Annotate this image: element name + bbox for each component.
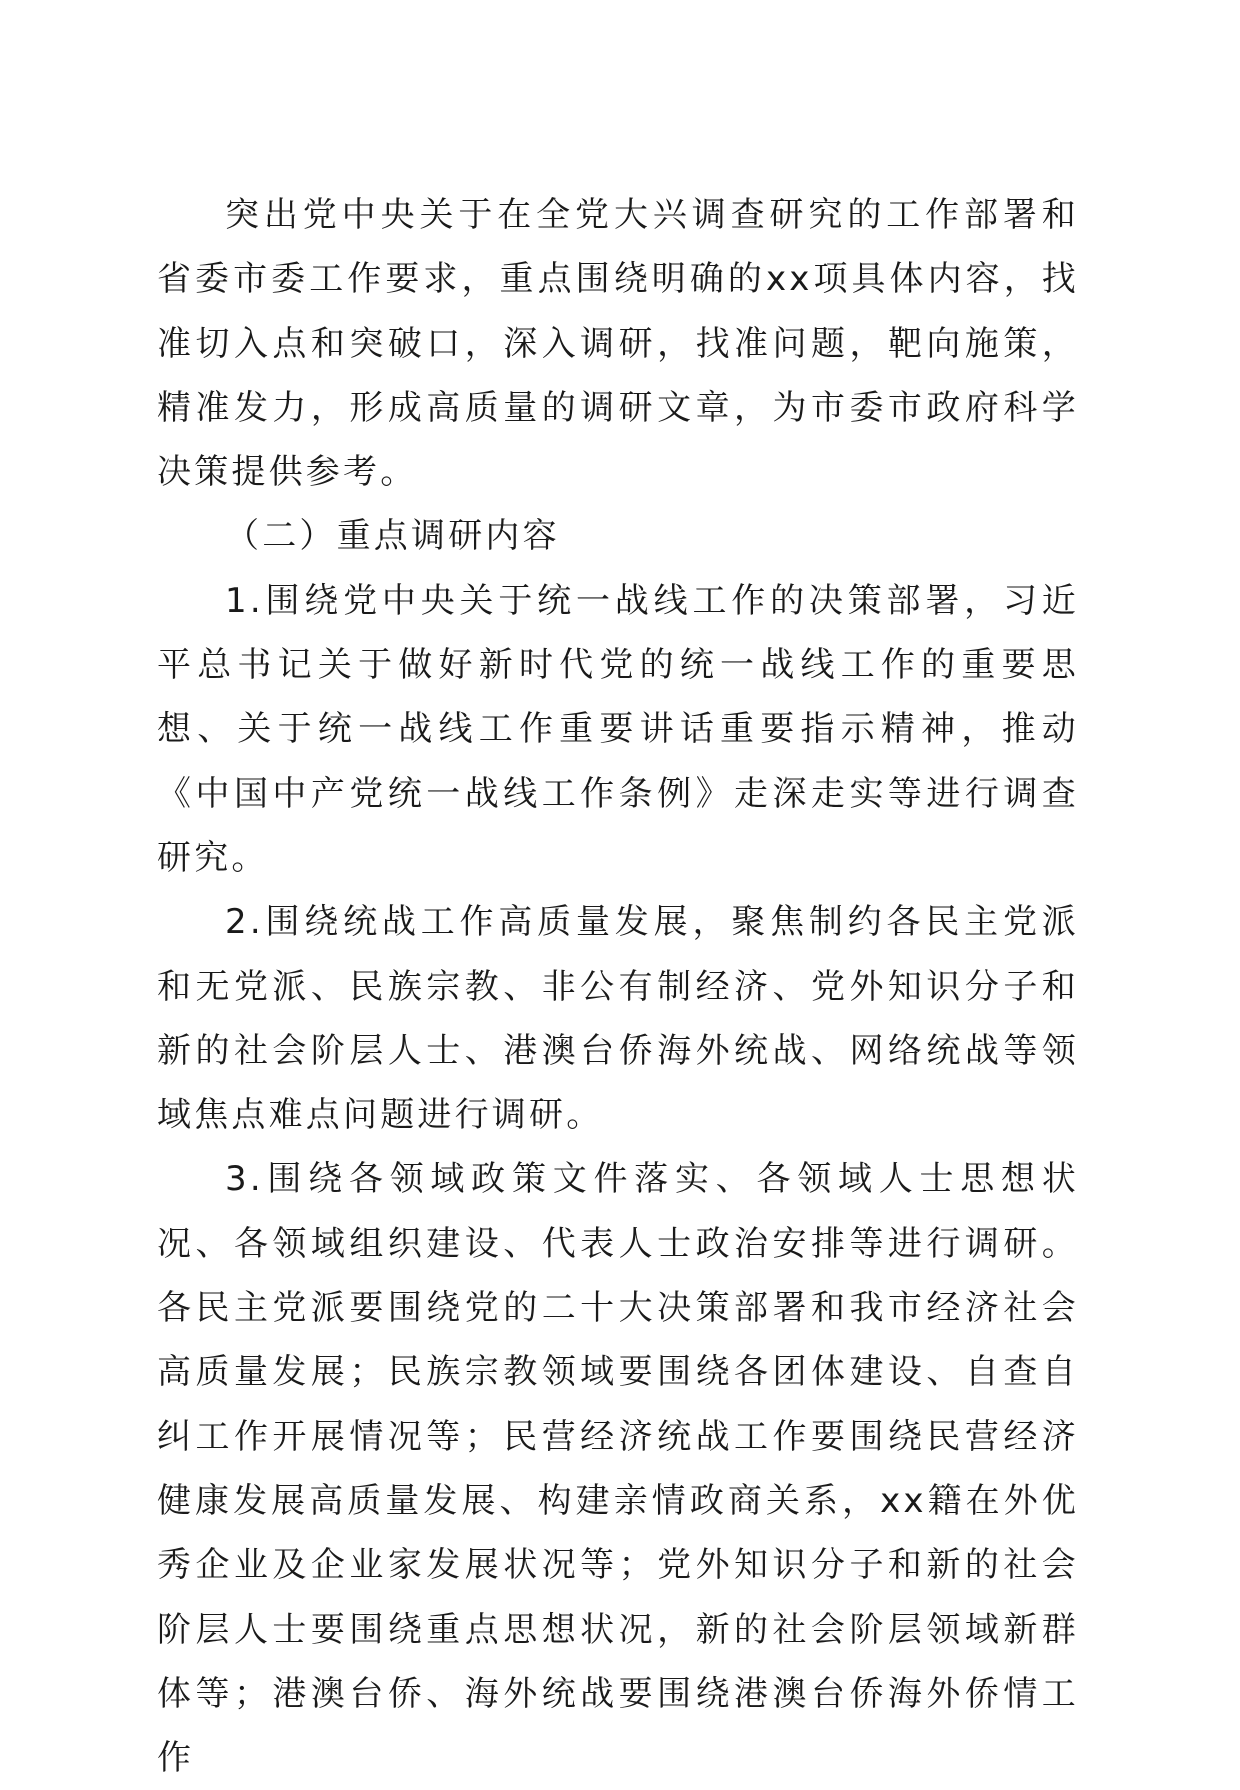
section-heading: （二）重点调研内容 [225, 516, 560, 557]
paragraph-item-2: 2.围绕统战工作高质量发展，聚焦制约各民主党派和无党派、民族宗教、非公有制经济、党外知识分子和新的社会阶层人士、港澳台侨海外统战、网络统战等领域焦点难点问题进行调研。 [157, 902, 1079, 1136]
document-body [157, 183, 1079, 1790]
paragraph-item-3: 3.围绕各领域政策文件落实、各领域人士思想状况、各领域组织建设、代表人士政治安排等进行调研。各民主党派要围绕党的二十大决策部署和我市经济社会高质量发展；民族宗教领域要围绕各团体建设、自查自纠工作开展情况等；民营经济统战工作要围绕民营经济健康发展高质量发展、构建亲情政商关系，xx籍在外优秀企业及企业家发展状况等；党外知识分子和新的社会阶层人士要围绕重点思想状况，新的社会阶层领域新群体等；港澳台侨、海外统战要围绕港澳台侨海外侨情工作 [157, 1159, 1079, 1779]
paragraph-item-1: 1.围绕党中央关于统一战线工作的决策部署，习近平总书记关于做好新时代党的统一战线工作的重要思想、关于统一战线工作重要讲话重要指示精神，推动《中国中产党统一战线工作条例》走深走实等进行调查研究。 [157, 580, 1079, 878]
paragraph-intro: 突出党中央关于在全党大兴调查研究的工作部署和省委市委工作要求，重点围绕明确的xx项具体内容，找准切入点和突破口，深入调研，找准问题，靶向施策，精准发力，形成高质量的调研文章，为市委市政府科学决策提供参考。 [157, 195, 1079, 493]
